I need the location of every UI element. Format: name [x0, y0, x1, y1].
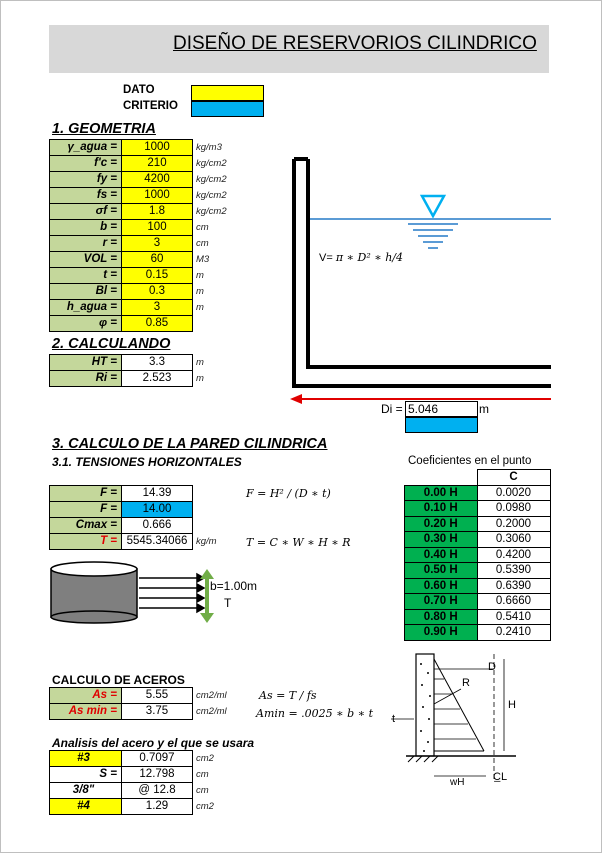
row-label: VOL =: [50, 252, 122, 268]
row-label: S =: [50, 767, 122, 783]
row-unit: m: [196, 357, 204, 368]
wall-pressure-sketch: [386, 649, 536, 789]
coef-value-cell: 0.6660: [477, 594, 550, 610]
row-value: 4200: [122, 172, 193, 188]
coef-height-cell: 0.60 H: [405, 578, 478, 594]
aceros-table: [49, 687, 237, 720]
table-row: [50, 268, 237, 284]
coef-height-cell: 0.30 H: [405, 532, 478, 548]
row-value: 0.15: [122, 268, 193, 284]
legend-criterio-swatch: [191, 101, 264, 117]
table-row: [50, 767, 237, 783]
table-row: [50, 300, 237, 316]
coef-value-cell: 0.2000: [477, 516, 550, 532]
row-unit: M3: [196, 254, 210, 265]
formula-as: As = T / fs: [259, 689, 317, 702]
row-label: Cmax =: [50, 518, 122, 534]
table-row: [405, 547, 551, 563]
coef-height-cell: 0.50 H: [405, 563, 478, 579]
table-row: [50, 799, 237, 815]
sketch-h-label: H: [508, 699, 516, 711]
row-unit: m: [196, 373, 204, 384]
tensiones-table: [49, 485, 237, 550]
tank-top: [51, 562, 137, 576]
row-value: 0.7097: [122, 751, 193, 767]
row-label: r =: [50, 236, 122, 252]
row-label: F =: [50, 486, 122, 502]
row-value: 0.3: [122, 284, 193, 300]
table-row: [405, 625, 551, 641]
row-value: 210: [122, 156, 193, 172]
diameter-arrow-head: [290, 394, 302, 404]
row-value: 60: [122, 252, 193, 268]
row-value: 5.55: [122, 688, 193, 704]
row-unit: cm: [196, 222, 209, 233]
table-row: [50, 355, 237, 371]
legend-dato-swatch: [191, 85, 264, 101]
row-unit: kg/m3: [196, 142, 222, 153]
row-label: h_agua =: [50, 300, 122, 316]
sketch-r-label: R: [462, 677, 470, 689]
analisis-table: [49, 750, 237, 815]
table-row: [50, 188, 237, 204]
table-row: [50, 140, 237, 156]
coef-value-cell: 0.3060: [477, 532, 550, 548]
row-label: T =: [50, 534, 122, 550]
row-unit: cm2/ml: [196, 690, 227, 701]
table-row: [50, 284, 237, 300]
row-label: #3: [50, 751, 122, 767]
table-row: [50, 172, 237, 188]
row-value: 3: [122, 300, 193, 316]
sketch-wh-label: wH: [450, 777, 465, 788]
table-row: [50, 704, 237, 720]
row-unit: kg/cm2: [196, 190, 227, 201]
sketch-cl-label: C̲L: [493, 771, 508, 783]
row-value: 14.39: [122, 486, 193, 502]
strip-height-arrow: [200, 569, 214, 623]
table-row: [405, 578, 551, 594]
analisis-heading: Analisis del acero y el que se usara: [52, 736, 255, 750]
row-value: 3.75: [122, 704, 193, 720]
row-unit: kg/cm2: [196, 174, 227, 185]
row-label: Ri =: [50, 371, 122, 387]
row-label: F =: [50, 502, 122, 518]
coef-value-cell: 0.0980: [477, 501, 550, 517]
coef-value-cell: 0.6390: [477, 578, 550, 594]
table-row: [50, 783, 237, 799]
di-label: Di =: [381, 402, 403, 416]
table-row: [50, 518, 237, 534]
coef-height-cell: 0.70 H: [405, 594, 478, 610]
row-value: 5545.34066: [122, 534, 193, 550]
coef-height-cell: 0.90 H: [405, 625, 478, 641]
table-row: [50, 316, 237, 332]
row-unit: cm: [196, 785, 209, 796]
row-label: #4: [50, 799, 122, 815]
row-label: fs =: [50, 188, 122, 204]
coef-table: [404, 469, 551, 641]
coef-height-cell: 0.10 H: [405, 501, 478, 517]
row-label: γ_agua =: [50, 140, 122, 156]
reservoir-outer-wall: [294, 159, 551, 386]
volume-formula: V= π ∗ D² ∗ h/4: [319, 251, 404, 264]
row-unit: [193, 518, 237, 534]
table-row: [405, 563, 551, 579]
row-label: t =: [50, 268, 122, 284]
row-label: HT =: [50, 355, 122, 371]
coef-height-cell: 0.00 H: [405, 485, 478, 501]
pressure-arrows: [139, 574, 204, 612]
water-level-symbol: [422, 196, 444, 216]
row-unit: cm: [196, 769, 209, 780]
coef-value-cell: 0.5390: [477, 563, 550, 579]
tank-bottom: [51, 611, 137, 623]
row-unit: cm: [196, 238, 209, 249]
formula-t: T = C ∗ W ∗ H ∗ R: [246, 536, 351, 549]
row-unit: kg/cm2: [196, 158, 227, 169]
coef-value-cell: 0.0020: [477, 485, 550, 501]
calculando-table: [49, 354, 237, 387]
wall-sketch-wall: [416, 654, 434, 756]
page-title: DISEÑO DE RESERVORIOS CILINDRICO: [173, 33, 537, 54]
row-label: fy =: [50, 172, 122, 188]
coef-header-c: C: [477, 470, 550, 486]
row-value: 0.666: [122, 518, 193, 534]
sketch-d-label: D: [488, 661, 496, 673]
table-row: [50, 502, 237, 518]
row-label: As min =: [50, 704, 122, 720]
row-unit: kg/m: [196, 536, 217, 547]
table-row: [405, 501, 551, 517]
coef-height-cell: 0.40 H: [405, 547, 478, 563]
coef-value-cell: 0.5410: [477, 609, 550, 625]
table-row: [50, 486, 237, 502]
table-row: [405, 594, 551, 610]
table-row: [50, 688, 237, 704]
row-value: 2.523: [122, 371, 193, 387]
tensiones-subheading: 3.1. TENSIONES HORIZONTALES: [52, 455, 242, 469]
row-label: φ =: [50, 316, 122, 332]
table-row: [405, 516, 551, 532]
table-row: [50, 156, 237, 172]
row-label: Bl =: [50, 284, 122, 300]
row-unit: [193, 502, 237, 518]
formula-f: F = H² / (D ∗ t): [246, 487, 331, 500]
reservoir-section-diagram: [286, 151, 556, 441]
coef-value-cell: 0.4200: [477, 547, 550, 563]
row-unit: m: [196, 270, 204, 281]
row-unit: cm2: [196, 801, 214, 812]
row-label: As =: [50, 688, 122, 704]
row-label: 3/8": [50, 783, 122, 799]
row-unit: [193, 486, 237, 502]
coef-value-cell: 0.2410: [477, 625, 550, 641]
sketch-t-label: t: [392, 713, 396, 725]
row-label: σf =: [50, 204, 122, 220]
table-row: [405, 532, 551, 548]
section-geometria-heading: 1. GEOMETRIA: [52, 121, 156, 137]
wall-sketch-hatch: [408, 756, 438, 762]
row-unit: cm2/ml: [196, 706, 227, 717]
row-value: 100: [122, 220, 193, 236]
coef-height-cell: 0.20 H: [405, 516, 478, 532]
table-row: [50, 751, 237, 767]
row-value: 1.8: [122, 204, 193, 220]
di-unit: m: [479, 402, 489, 416]
table-row: [405, 485, 551, 501]
row-unit: m: [196, 302, 204, 313]
formula-asmin: Amin = .0025 ∗ b ∗ t: [256, 707, 374, 720]
table-row: [50, 220, 237, 236]
tension-label: T: [224, 596, 232, 610]
aceros-heading: CALCULO DE ACEROS: [52, 673, 185, 687]
table-row: [50, 252, 237, 268]
row-value: 3.3: [122, 355, 193, 371]
table-row: [50, 534, 237, 550]
row-unit: kg/cm2: [196, 206, 227, 217]
table-row: [50, 371, 237, 387]
coef-caption: Coeficientes en el punto: [408, 455, 532, 467]
coef-header-row: [405, 470, 551, 486]
row-value: 1000: [122, 140, 193, 156]
row-value: 12.798: [122, 767, 193, 783]
di-criterio-cell: [405, 417, 478, 433]
coef-height-cell: 0.80 H: [405, 609, 478, 625]
row-value: 1.29: [122, 799, 193, 815]
table-row: [405, 609, 551, 625]
row-value: 14.00: [122, 502, 193, 518]
table-row: [50, 236, 237, 252]
legend-criterio-label: CRITERIO: [123, 100, 178, 112]
legend-dato-label: DATO: [123, 84, 155, 96]
section-pared-heading: 3. CALCULO DE LA PARED CILINDRICA: [52, 436, 328, 452]
section-calculando-heading: 2. CALCULANDO: [52, 336, 171, 352]
table-row: [50, 204, 237, 220]
geometria-table: [49, 139, 237, 332]
coef-header-empty: [405, 470, 478, 486]
row-value: 0.85: [122, 316, 193, 332]
row-label: b =: [50, 220, 122, 236]
row-unit: [193, 316, 237, 332]
di-value: 5.046: [405, 401, 478, 417]
row-value: @ 12.8: [122, 783, 193, 799]
row-value: 1000: [122, 188, 193, 204]
pressure-hypotenuse: [434, 659, 484, 751]
row-label: f'c =: [50, 156, 122, 172]
strip-width-label: b=1.00m: [210, 579, 258, 593]
row-unit: m: [196, 286, 204, 297]
row-unit: cm2: [196, 753, 214, 764]
row-value: 3: [122, 236, 193, 252]
